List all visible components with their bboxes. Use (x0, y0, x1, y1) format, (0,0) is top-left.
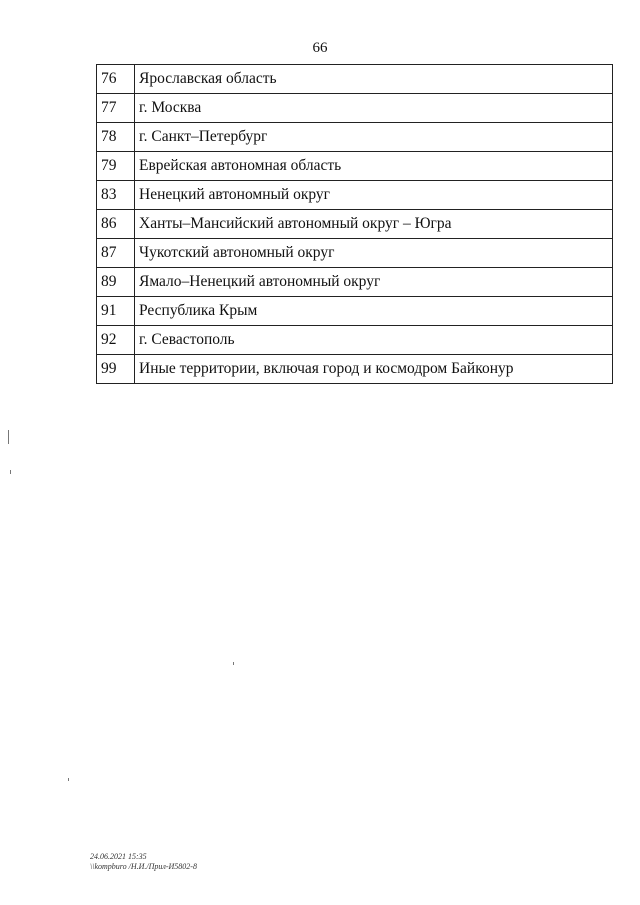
region-name: Республика Крым (135, 297, 613, 326)
document-footer (90, 852, 197, 872)
region-name: Ямало–Ненецкий автономный округ (135, 268, 613, 297)
region-code: 89 (97, 268, 135, 297)
region-code: 87 (97, 239, 135, 268)
region-name: г. Санкт–Петербург (135, 123, 613, 152)
region-name: Чукотский автономный округ (135, 239, 613, 268)
region-name: Ненецкий автономный округ (135, 181, 613, 210)
region-name: Ярославская область (135, 65, 613, 94)
region-code: 76 (97, 65, 135, 94)
region-code: 77 (97, 94, 135, 123)
region-code: 79 (97, 152, 135, 181)
region-name: Еврейская автономная область (135, 152, 613, 181)
region-name: Иные территории, включая город и космодром Байконур (135, 355, 613, 384)
region-name: Ханты–Мансийский автономный округ – Югра (135, 210, 613, 239)
table-row (97, 181, 613, 210)
table-row (97, 239, 613, 268)
table-row (97, 326, 613, 355)
page-number: 66 (312, 40, 328, 56)
table-row (97, 210, 613, 239)
region-code: 92 (97, 326, 135, 355)
scan-mark (8, 430, 9, 444)
table-row (97, 123, 613, 152)
footer-path: \\kompburo /Н.И./Прил-И5802-8 (90, 862, 197, 871)
table-row (97, 65, 613, 94)
table-row (97, 94, 613, 123)
scan-mark (233, 662, 234, 665)
regions-table (96, 64, 613, 384)
table-row (97, 297, 613, 326)
region-code: 99 (97, 355, 135, 384)
region-code: 83 (97, 181, 135, 210)
table-row (97, 152, 613, 181)
table-row (97, 268, 613, 297)
footer-timestamp: 24.06.2021 15:35 (90, 852, 147, 861)
region-code: 86 (97, 210, 135, 239)
table-row (97, 355, 613, 384)
region-code: 78 (97, 123, 135, 152)
scan-mark (10, 470, 11, 474)
scan-mark (68, 778, 69, 781)
region-code: 91 (97, 297, 135, 326)
region-name: г. Москва (135, 94, 613, 123)
region-name: г. Севастополь (135, 326, 613, 355)
